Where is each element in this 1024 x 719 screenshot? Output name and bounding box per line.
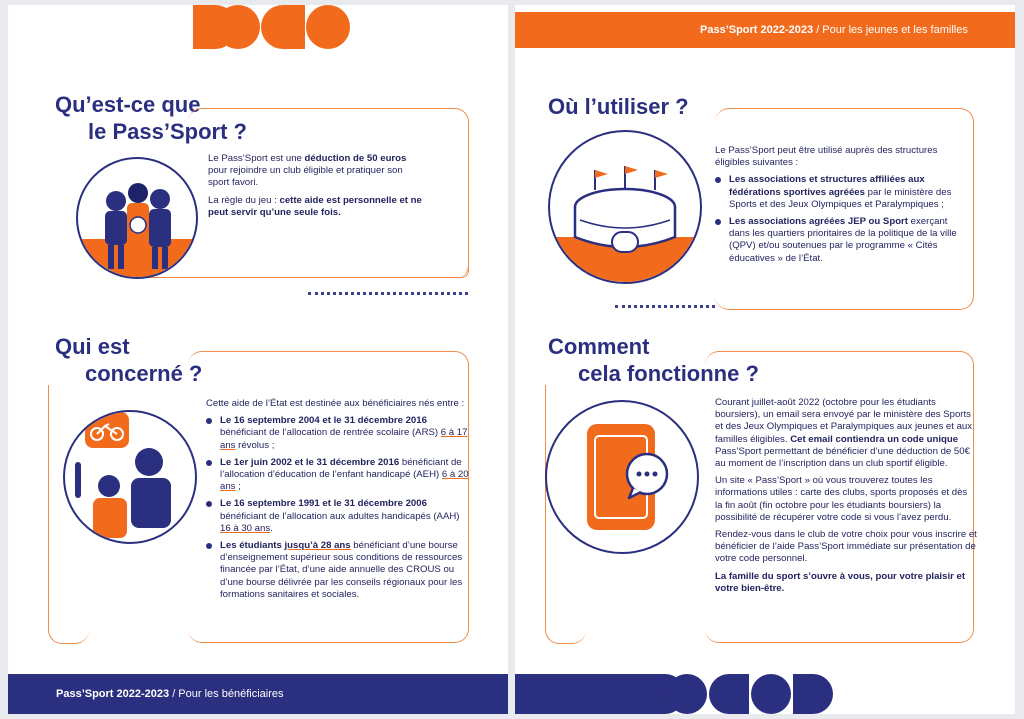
youth-illustration xyxy=(63,410,197,544)
structures-list xyxy=(715,174,963,264)
footer-text: Pass’Sport 2022-2023 / Pour les bénéficiaires xyxy=(56,688,284,700)
how-paragraph-2: Un site « Pass’Sport » où vous trouverez toutes les informations utiles : carte des clubs, sports proposés et dès la fin août (fin octobre pour les étudiants boursiers) la possibilité de récupérer votre code si vous l’avez perdu. xyxy=(715,475,968,523)
list-item: Les associations agréées JEP ou Sport exerçant dans les quartiers prioritaires de la politique de la ville (QPV) et/ou soutenues par le programme « Cités éducatives » de l’État. xyxy=(715,216,963,265)
beneficiary-list xyxy=(206,415,471,601)
rule-paragraph: La règle du jeu : cette aide est personnelle et ne peut servir qu’une seule fois. xyxy=(208,194,422,218)
intro-paragraph: Le Pass’Sport est une déduction de 50 euros pour rejoindre un club éligible et pratiquer son sport favori. xyxy=(208,153,407,189)
section-title-who: Qui est concerné ? xyxy=(55,334,203,386)
stadium-illustration xyxy=(548,130,702,284)
section-text-who xyxy=(206,398,471,606)
bottom-band xyxy=(515,674,645,714)
how-paragraph-3: Rendez-vous dans le club de votre choix pour vous inscrire et bénéficier de l’aide Pass’Sport immédiate sur présentation de votre code personnel. xyxy=(715,529,977,565)
where-intro: Le Pass’Sport peut être utilisé auprès des structures éligibles suivantes : xyxy=(715,145,938,169)
list-item: Le 16 septembre 1991 et le 31 décembre 2006 bénéficiant de l’allocation aux adultes handicapés (AAH) 16 à 30 ans. xyxy=(206,498,471,535)
list-item: Le 1er juin 2002 et le 31 décembre 2016 bénéficiant de l’allocation d’éducation de l’enfant handicapé (AEH) 6 à 20 ans ; xyxy=(206,457,471,494)
dotted-divider-what xyxy=(308,292,468,295)
section-text-what xyxy=(208,153,423,224)
section-title-where: Où l’utiliser ? xyxy=(548,94,689,119)
who-intro: Cette aide de l’État est destinée aux bénéficiaires nés entre : xyxy=(206,398,465,409)
list-item: Le 16 septembre 2004 et le 31 décembre 2016 bénéficiant de l’allocation de rentrée scolaire (ARS) 6 à 17 ans révolus ; xyxy=(206,415,471,452)
section-title-how: Comment cela fonctionne ? xyxy=(548,334,759,386)
list-item: Les étudiants jusqu’à 28 ans bénéficiant d’une bourse d’enseignement supérieur sous conditions de ressources financée par l’État, d’une aide annuelle des CROUS ou d’une bourse délivrée par les conseils régionaux pour les formations sanitaires et sociales. xyxy=(206,540,471,601)
section-title-what: Qu’est-ce que le Pass’Sport ? xyxy=(55,92,247,144)
how-paragraph-1: Courant juillet-août 2022 (octobre pour les étudiants boursiers), un email sera envoyé par le ministère des Sports et des Jeux Olympiques et Paralympiques aux jeunes et aux familles éligibles. Cet email contiendra un code unique Pass’Sport permettant de bénéficier d’une déduction de 50€ au moment de l’inscription dans un club sportif éligible. xyxy=(715,397,973,470)
dotted-divider-where xyxy=(615,305,715,308)
children-sport-illustration xyxy=(76,157,198,279)
phone-illustration xyxy=(545,400,699,554)
right-page xyxy=(515,5,1015,714)
header-text: Pass’Sport 2022-2023 / Pour les jeunes et les familles xyxy=(700,24,968,36)
bottom-decorative-circles xyxy=(645,674,835,714)
section-text-how xyxy=(715,397,977,600)
how-paragraph-4: La famille du sport s’ouvre à vous, pour votre plaisir et votre bien-être. xyxy=(715,570,966,594)
left-page xyxy=(8,5,508,714)
list-item: Les associations et structures affiliées aux fédérations sportives agréées par le ministère des Sports et des Jeux Olympiques et Paralympiques ; xyxy=(715,174,963,211)
top-decorative-circles xyxy=(193,5,363,51)
frame-bottom-what xyxy=(138,263,469,278)
section-text-where xyxy=(715,145,963,270)
